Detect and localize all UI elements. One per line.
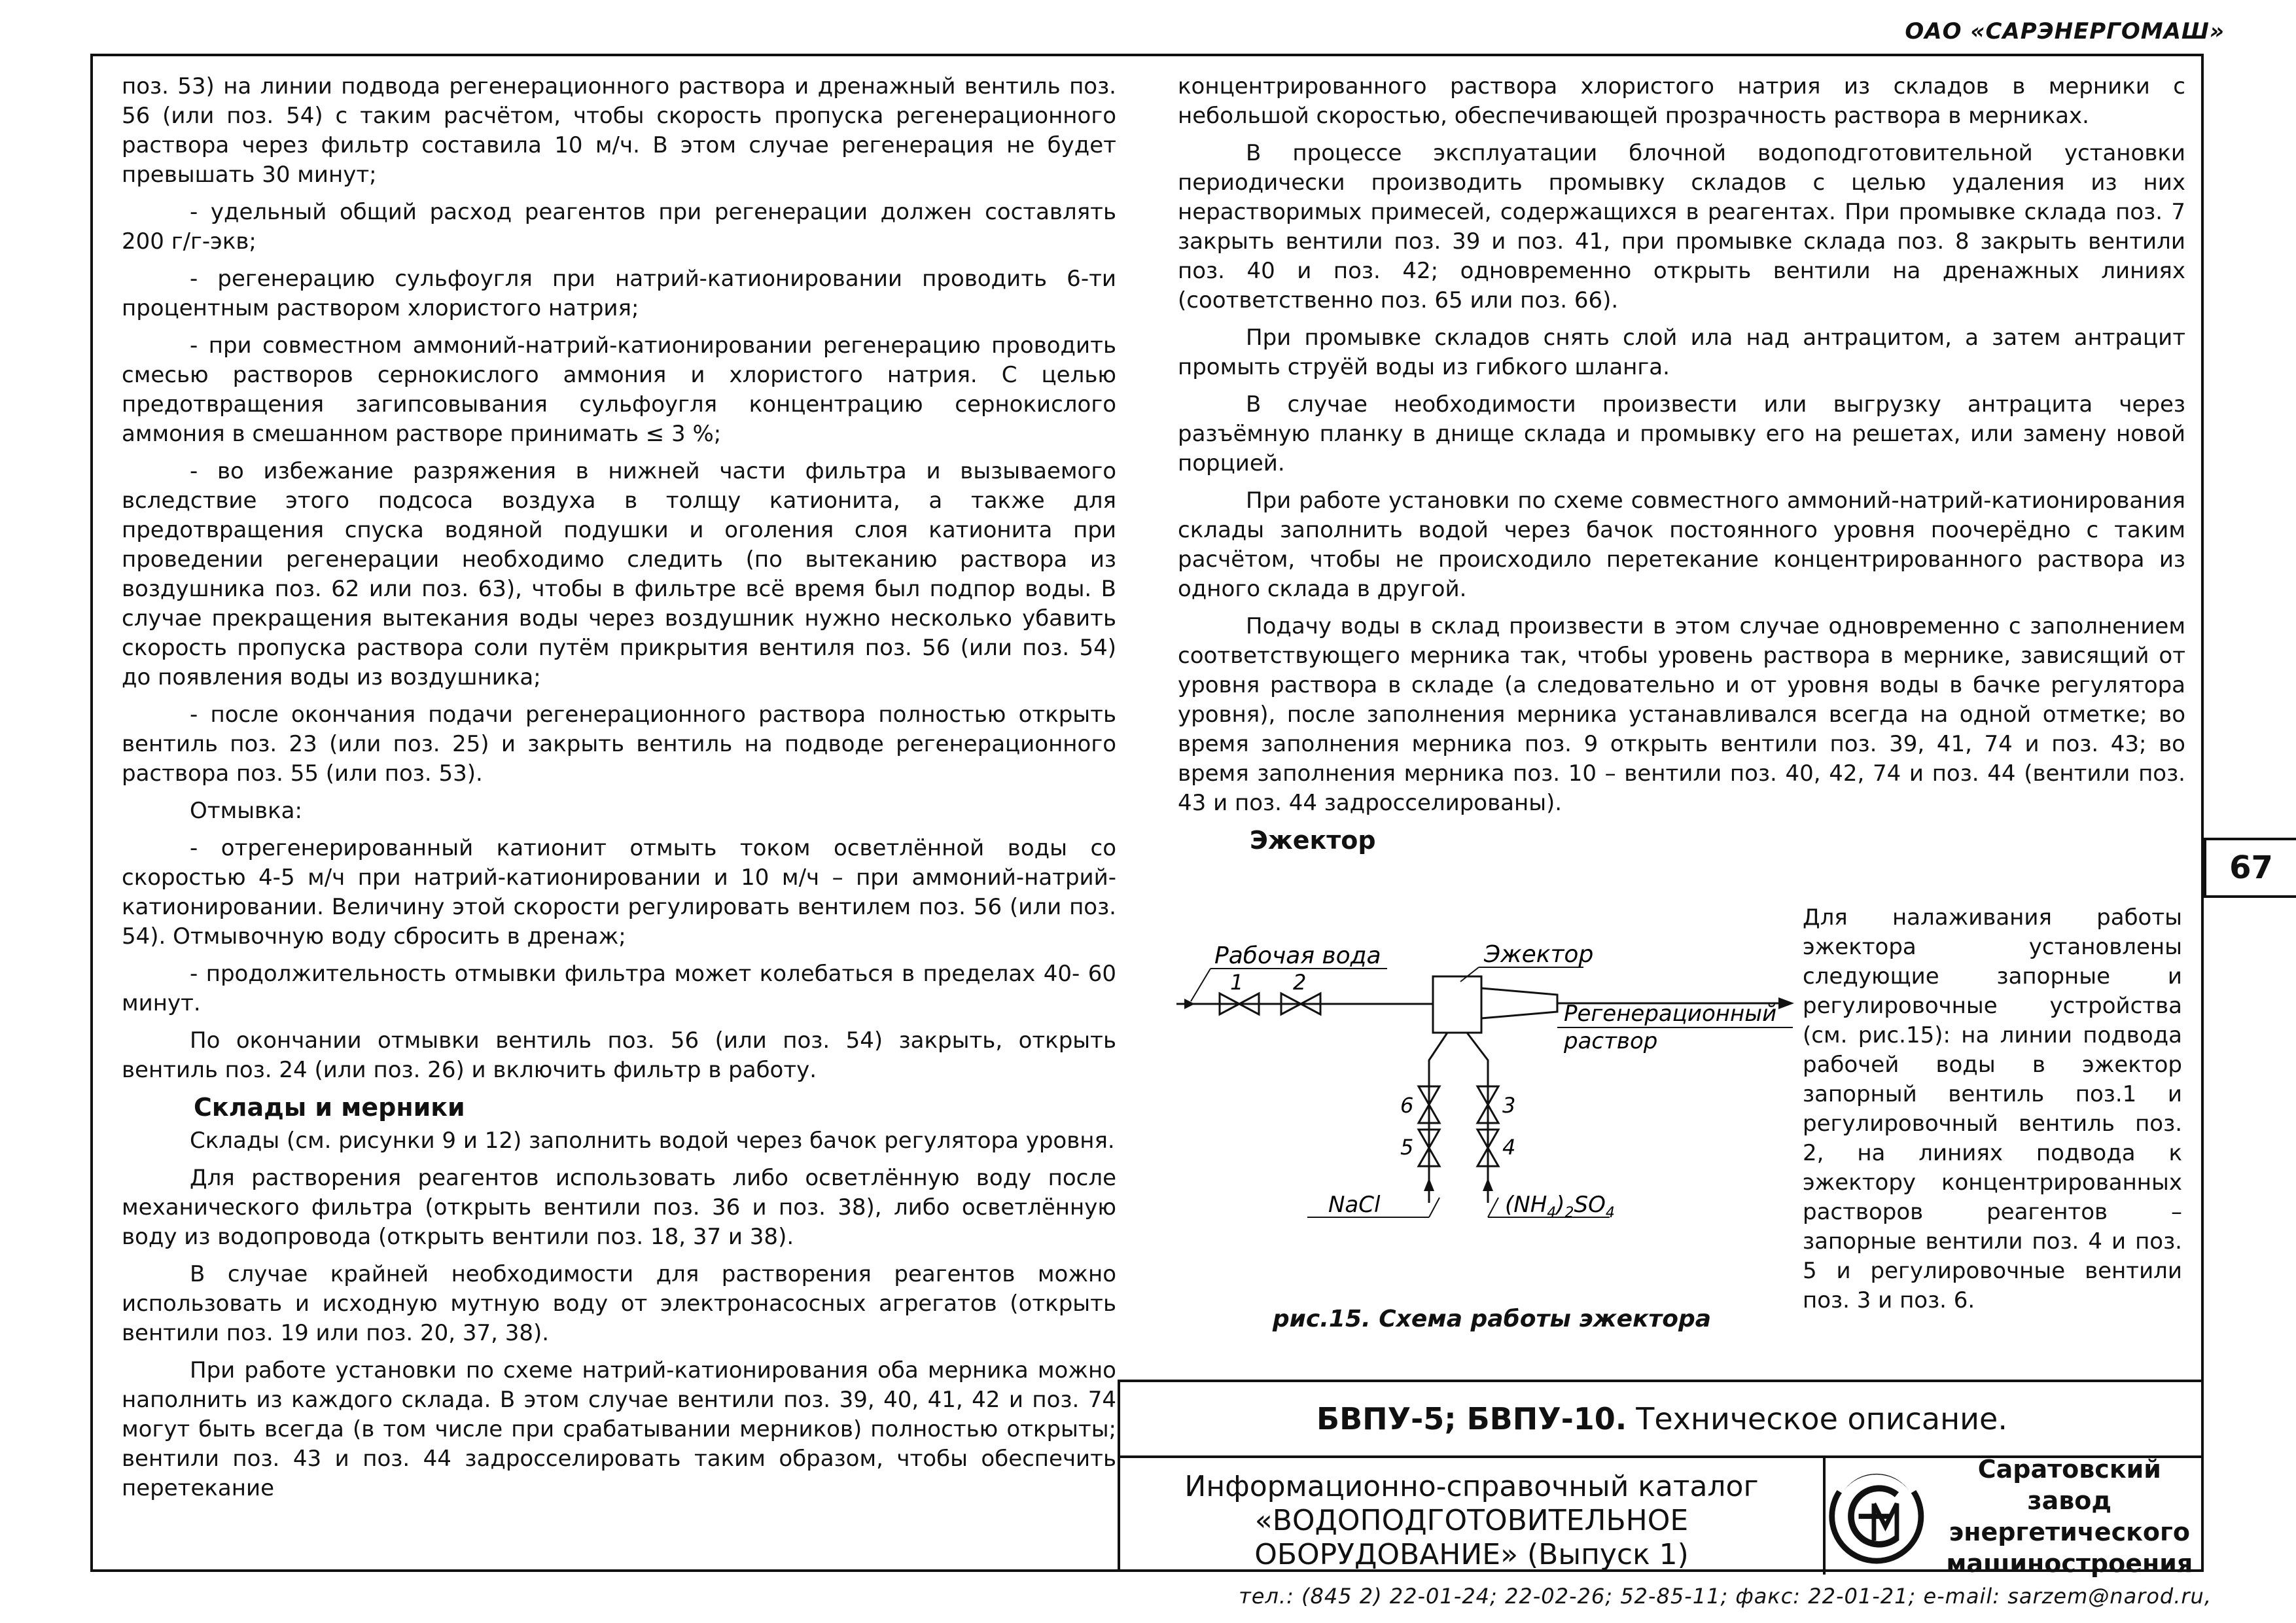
product-name: БВПУ-5; БВПУ-10. [1316, 1401, 1627, 1436]
section-heading-storage: Склады и мерники [194, 1093, 465, 1122]
ammonium-line [1467, 1033, 1488, 1203]
inlet-arrow [1184, 999, 1195, 1009]
page-number: 67 [2204, 838, 2296, 898]
paragraph: Для растворения реагентов использовать либо осветлённую воду после механического фильтра (открыть вентили поз. 36 и поз. 38), либо осветлённую воду из водопровода (открыть вентили поз. 18, 37 и 38). [122, 1165, 1116, 1250]
title-block [1118, 1380, 2204, 1578]
label-nacl: NaCl [1328, 1192, 1381, 1218]
paragraph: - после окончания подачи регенерационного раствора полностью открыть вентиль поз. 23 (или поз. 25) и закрыть вентиль на подводе регенерационного раствора поз. 55 (или поз. 53). [122, 702, 1116, 787]
nacl-arrow [1424, 1178, 1434, 1191]
label-ejector: Эжектор [1484, 941, 1594, 968]
ejector-description: Для налаживания работы эжектора установлены следующие запорные и регулировочные устройства (см. рис.15): на линии подвода рабочей воды в эжектор запорный вентиль поз.1 и регулировочный вентиль поз. 2, на линиях подвода к эжектору концентрированных растворов реагентов – запорные вентили поз. 4 и поз. 5 и регулировочные вентили поз. 3 и поз. 6. [1803, 904, 2182, 1313]
label-valve-3: 3 [1502, 1093, 1516, 1118]
label-valve-2: 2 [1293, 970, 1307, 995]
manufacturer-line: энергетического [1949, 1518, 2190, 1546]
paragraph: По окончании отмывки вентиль поз. 56 (или поз. 54) закрыть, открыть вентиль поз. 24 (или поз. 26) и включить фильтр в работу. [122, 1027, 1116, 1083]
label-regen-2: раствор [1564, 1028, 1658, 1054]
catalog-line: ОБОРУДОВАНИЕ» (Выпуск 1) [1254, 1538, 1689, 1571]
ejector-nozzle [1481, 988, 1557, 1018]
label-valve-5: 5 [1400, 1135, 1414, 1160]
catalog-line: Информационно-справочный каталог [1184, 1470, 1759, 1503]
left-column [122, 72, 1116, 1511]
outlet-arrow [1778, 997, 1794, 1009]
catalog-info [1120, 1458, 1826, 1575]
section-heading-ejector: Эжектор [1250, 826, 1376, 855]
paragraph: - продолжительность отмывки фильтра может колебаться в пределах 40- 60 минут. [122, 961, 1116, 1016]
paragraph: В процессе эксплуатации блочной водоподготовительной установки периодически производить промывку складов с целью удаления из них нерастворимых примесей, содержащихся в реагентах. При промывке склада поз. 7 закрыть вентили поз. 39 и поз. 41, при промывке склада поз. 8 закрыть вентили поз. 40 и поз. 42; одновременно открыть вентили на дренажных линиях (соответственно поз. 65 или поз. 66). [1178, 140, 2185, 313]
ammonium-arrow [1483, 1178, 1493, 1191]
manufacturer-name [1935, 1454, 2204, 1579]
nacl-line [1429, 1033, 1447, 1203]
paragraph: - при совместном аммоний-натрий-катионировании регенерацию проводить смесью растворов сернокислого аммония и хлористого натрия. С целью предотвращения загипсовывания сульфоугля концентрацию сернокислого аммония в смешанном растворе принимать ≤ 3 %; [122, 332, 1116, 447]
label-ammonium-sulfate: $(NH_4)_2SO_4$ [1505, 1192, 1615, 1221]
paragraph: - отрегенерированный катионит отмыть током осветлённой воды со скоростью 4-5 м/ч при натрий-катионировании и 10 м/ч – при аммоний-натрий-катионировании. Величину этой скорости регулировать вентилем поз. 56 (или поз. 54). Отмывочную воду сбросить в дренаж; [122, 835, 1116, 950]
paragraph: Склады (см. рисунки 9 и 12) заполнить водой через бачок регулятора уровня. [190, 1128, 1115, 1154]
paragraph: Отмывка: [190, 798, 302, 824]
ejector-diagram [1165, 890, 1806, 1257]
manufacturer [1826, 1455, 2204, 1578]
paragraph: - регенерацию сульфоугля при натрий-катионировании проводить 6-ти процентным раствором хлористого натрия; [122, 266, 1116, 321]
paragraph: - во избежание разряжения в нижней части фильтра и вызываемого вследствие этого подсоса воздуха в толщу катионита, а также для предотвращения спуска водяной подушки и оголения слоя катионита при проведении регенерации необходимо следить (по вытеканию раствора из воздушника поз. 62 или поз. 63), чтобы в фильтре всё время был подпор воды. В случае прекращения вытекания воды через воздушник нужно несколько убавить скорость пропуска раствора соли путём прикрытия вентиля поз. 56 (или поз. 54) до появления воды из воздушника; [122, 458, 1116, 690]
label-valve-4: 4 [1502, 1135, 1516, 1160]
manufacturer-line: машиностроения [1946, 1549, 2193, 1578]
figure-caption: рис.15. Схема работы эжектора [1272, 1306, 1712, 1332]
company-name: ОАО «САРЭНЕРГОМАШ» [1905, 18, 2225, 45]
label-working-water: Рабочая вода [1214, 942, 1381, 969]
paragraph: В случае крайней необходимости для растворения реагентов можно использовать и исходную мутную воду от электронасосных агрегатов (открыть вентили поз. 19 или поз. 20, 37, 38). [122, 1261, 1116, 1346]
ejector-body [1433, 976, 1481, 1033]
paragraph: концентрированного раствора хлористого натрия из складов в мерники с небольшой скоростью, обеспечивающей прозрачность раствора в мерниках. [1178, 73, 2185, 129]
paragraph: В случае необходимости произвести или выгрузку антрацита через разъёмную планку в днище склада и промывку его на решетах, или замену новой порцией. [1178, 391, 2185, 476]
paragraph: поз. 53) на линии подвода регенерационного раствора и дренажный вентиль поз. 56 (или поз. 54) с таким расчётом, чтобы скорость пропуска регенерационного раствора через фильтр составила 10 м/ч. В этом случае регенерация не будет превышать 30 минут; [122, 73, 1116, 188]
paragraph: При промывке складов снять слой ила над антрацитом, а затем антрацит промыть струёй воды из гибкого шланга. [1178, 325, 2185, 380]
label-regen-1: Регенерационный [1564, 1001, 1777, 1027]
paragraph: - удельный общий расход реагентов при регенерации должен составлять 200 г/г-экв; [122, 199, 1116, 255]
paragraph: При работе установки по схеме совместного аммоний-натрий-катионирования склады заполнить водой через бачок постоянного уровня поочерёдно с таким расчётом, чтобы не происходило перетекание концентрированного раствора из одного склада в другой. [1178, 488, 2185, 602]
label-valve-6: 6 [1400, 1093, 1414, 1118]
product-description: Техническое описание. [1636, 1401, 2007, 1436]
paragraph: Подачу воды в склад произвести в этом случае одновременно с заполнением соответствующего мерника так, чтобы уровень раствора в мернике, зависящий от уровня раствора в складе (а следовательно и от уровня воды в бачке регулятора уровня), после заполнения мерника устанавливался всегда на одной отметке; во время заполнения мерника поз. 9 открыть вентили поз. 39, 41, 74 и поз. 43; во время заполнения мерника поз. 10 – вентили поз. 40, 42, 74 и поз. 44 (вентили поз. 43 и поз. 44 задросселированы). [1178, 613, 2185, 816]
contact-footer: тел.: (845 2) 22-01-24; 22-02-26; 52-85-11; факс: 22-01-21; e-mail: sarzem@narod.ru, [1239, 1584, 2212, 1609]
product-title [1120, 1382, 2204, 1458]
manufacturer-line: Саратовский завод [1977, 1455, 2161, 1515]
catalog-line: «ВОДОПОДГОТОВИТЕЛЬНОЕ [1254, 1504, 1689, 1537]
company-logo [1826, 1464, 1928, 1569]
paragraph: При работе установки по схеме натрий-катионирования оба мерника можно наполнить из каждого склада. В этом случае вентили поз. 39, 40, 41, 42 и поз. 74 могут быть всегда (в том числе при срабатывании мерников) полностью открыты; вентили поз. 43 и поз. 44 задросселировать таким образом, чтобы обеспечить перетекание [122, 1357, 1116, 1501]
label-valve-1: 1 [1230, 970, 1244, 995]
right-column [1178, 72, 2185, 859]
